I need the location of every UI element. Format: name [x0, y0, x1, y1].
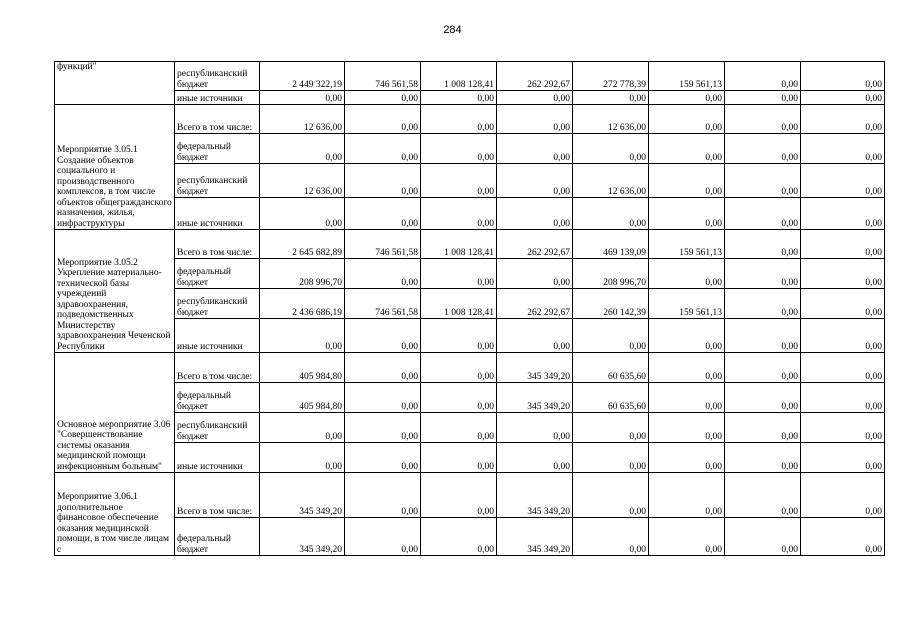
amount-cell: 208 996,70 — [573, 259, 649, 289]
amount-cell: 0,00 — [801, 62, 885, 91]
amount-cell: 405 984,80 — [260, 383, 345, 413]
amount-cell: 0,00 — [725, 413, 801, 443]
amount-cell: 12 636,00 — [573, 105, 649, 134]
funding-source-cell: Всего в том числе: — [175, 105, 260, 134]
activity-name-cell: Мероприятие 3.05.1 Создание объектов социального и производственного комплексов, в том числе объектов общегражданского назначения, жилья, инфраструктуры — [55, 105, 175, 230]
amount-cell: 60 635,60 — [573, 353, 649, 383]
amount-cell: 0,00 — [725, 259, 801, 289]
amount-cell: 0,00 — [801, 230, 885, 259]
amount-cell: 0,00 — [649, 259, 725, 289]
funding-source-cell: федеральный бюджет — [175, 259, 260, 289]
funding-source-cell: федеральный бюджет — [175, 134, 260, 164]
amount-cell: 0,00 — [725, 383, 801, 413]
amount-cell: 0,00 — [573, 134, 649, 164]
amount-cell: 746 561,58 — [345, 289, 421, 319]
amount-cell: 0,00 — [725, 230, 801, 259]
amount-cell: 0,00 — [421, 164, 497, 198]
amount-cell: 345 349,20 — [497, 473, 573, 518]
amount-cell: 0,00 — [345, 91, 421, 105]
amount-cell: 0,00 — [497, 164, 573, 198]
amount-cell: 0,00 — [497, 134, 573, 164]
table-row — [55, 105, 885, 134]
amount-cell: 0,00 — [801, 473, 885, 518]
amount-cell: 260 142,39 — [573, 289, 649, 319]
amount-cell: 0,00 — [649, 383, 725, 413]
table-row — [55, 473, 885, 518]
amount-cell: 0,00 — [573, 413, 649, 443]
amount-cell: 1 008 128,41 — [421, 230, 497, 259]
amount-cell: 0,00 — [725, 134, 801, 164]
amount-cell: 0,00 — [345, 383, 421, 413]
funding-source-cell: республиканский бюджет — [175, 289, 260, 319]
funding-source-cell: федеральный бюджет — [175, 383, 260, 413]
amount-cell: 0,00 — [345, 259, 421, 289]
page-number: 284 — [443, 24, 462, 36]
amount-cell: 0,00 — [345, 473, 421, 518]
amount-cell: 2 645 682,89 — [260, 230, 345, 259]
amount-cell: 0,00 — [345, 319, 421, 353]
funding-source-cell: иные источники — [175, 91, 260, 105]
funding-source-cell: Всего в том числе: — [175, 353, 260, 383]
funding-source-cell: Всего в том числе: — [175, 473, 260, 518]
amount-cell: 0,00 — [573, 91, 649, 105]
table-row — [55, 413, 885, 443]
amount-cell: 0,00 — [725, 443, 801, 473]
amount-cell: 159 561,13 — [649, 289, 725, 319]
table-row — [55, 198, 885, 230]
amount-cell: 0,00 — [260, 91, 345, 105]
amount-cell: 0,00 — [573, 473, 649, 518]
amount-cell: 0,00 — [725, 289, 801, 319]
amount-cell: 0,00 — [421, 105, 497, 134]
budget-table — [54, 61, 885, 556]
amount-cell: 0,00 — [801, 518, 885, 556]
funding-source-cell: республиканский бюджет — [175, 413, 260, 443]
amount-cell: 272 778,39 — [573, 62, 649, 91]
amount-cell: 0,00 — [345, 164, 421, 198]
amount-cell: 0,00 — [421, 259, 497, 289]
amount-cell: 0,00 — [345, 105, 421, 134]
amount-cell: 0,00 — [497, 443, 573, 473]
amount-cell: 0,00 — [345, 134, 421, 164]
amount-cell: 345 349,20 — [497, 353, 573, 383]
funding-source-cell: республиканский бюджет — [175, 62, 260, 91]
table-row — [55, 319, 885, 353]
activity-name-cell: Мероприятие 3.05.2 Укрепление материально-технической базы учреждений здравоохранения, подведомственных Министерству здравоохранения Чеченской Республики — [55, 230, 175, 353]
amount-cell: 0,00 — [725, 198, 801, 230]
amount-cell: 746 561,58 — [345, 230, 421, 259]
amount-cell: 0,00 — [801, 259, 885, 289]
table-row — [55, 353, 885, 383]
amount-cell: 0,00 — [649, 518, 725, 556]
amount-cell: 0,00 — [801, 443, 885, 473]
amount-cell: 0,00 — [725, 353, 801, 383]
amount-cell: 0,00 — [421, 443, 497, 473]
amount-cell: 0,00 — [801, 383, 885, 413]
amount-cell: 0,00 — [345, 518, 421, 556]
funding-source-cell: иные источники — [175, 319, 260, 353]
amount-cell: 0,00 — [497, 319, 573, 353]
amount-cell: 0,00 — [725, 105, 801, 134]
amount-cell: 0,00 — [260, 134, 345, 164]
amount-cell: 0,00 — [725, 91, 801, 105]
amount-cell: 0,00 — [649, 91, 725, 105]
amount-cell: 0,00 — [649, 473, 725, 518]
amount-cell: 0,00 — [725, 62, 801, 91]
amount-cell: 0,00 — [345, 198, 421, 230]
amount-cell: 469 139,09 — [573, 230, 649, 259]
activity-name-cell: Мероприятие 3.06.1 дополнительное финансовое обеспечение оказания медицинской помощи, в том числе лицам с — [55, 473, 175, 556]
amount-cell: 0,00 — [801, 91, 885, 105]
table-row — [55, 62, 885, 91]
amount-cell: 0,00 — [421, 91, 497, 105]
amount-cell: 262 292,67 — [497, 62, 573, 91]
amount-cell: 0,00 — [260, 413, 345, 443]
amount-cell: 0,00 — [801, 164, 885, 198]
amount-cell: 0,00 — [345, 353, 421, 383]
activity-name-cell: Основное мероприятие 3.06 "Совершенствование системы оказания медицинской помощи инфекционным больным" — [55, 353, 175, 473]
amount-cell: 0,00 — [345, 443, 421, 473]
amount-cell: 262 292,67 — [497, 289, 573, 319]
amount-cell: 0,00 — [497, 413, 573, 443]
amount-cell: 0,00 — [725, 518, 801, 556]
amount-cell: 0,00 — [421, 319, 497, 353]
funding-source-cell: иные источники — [175, 198, 260, 230]
amount-cell: 0,00 — [801, 134, 885, 164]
amount-cell: 0,00 — [649, 198, 725, 230]
amount-cell: 208 996,70 — [260, 259, 345, 289]
amount-cell: 405 984,80 — [260, 353, 345, 383]
table-row — [55, 91, 885, 105]
amount-cell: 0,00 — [573, 443, 649, 473]
amount-cell: 0,00 — [260, 319, 345, 353]
amount-cell: 159 561,13 — [649, 230, 725, 259]
table-row — [55, 134, 885, 164]
amount-cell: 0,00 — [649, 105, 725, 134]
amount-cell: 2 449 322,19 — [260, 62, 345, 91]
amount-cell: 60 635,60 — [573, 383, 649, 413]
amount-cell: 0,00 — [801, 198, 885, 230]
table-row — [55, 289, 885, 319]
amount-cell: 12 636,00 — [573, 164, 649, 198]
amount-cell: 0,00 — [649, 134, 725, 164]
amount-cell: 1 008 128,41 — [421, 62, 497, 91]
amount-cell: 0,00 — [497, 105, 573, 134]
amount-cell: 1 008 128,41 — [421, 289, 497, 319]
funding-source-cell: иные источники — [175, 443, 260, 473]
amount-cell: 159 561,13 — [649, 62, 725, 91]
table-row — [55, 230, 885, 259]
funding-source-cell: федеральный бюджет — [175, 518, 260, 556]
amount-cell: 345 349,20 — [260, 473, 345, 518]
amount-cell: 0,00 — [497, 198, 573, 230]
amount-cell: 0,00 — [421, 413, 497, 443]
amount-cell: 0,00 — [725, 473, 801, 518]
amount-cell: 0,00 — [573, 198, 649, 230]
amount-cell: 0,00 — [573, 319, 649, 353]
amount-cell: 0,00 — [649, 353, 725, 383]
amount-cell: 0,00 — [573, 518, 649, 556]
table-row — [55, 443, 885, 473]
table-row — [55, 164, 885, 198]
amount-cell: 0,00 — [421, 198, 497, 230]
table-row — [55, 383, 885, 413]
activity-name-cell: функций" — [55, 62, 175, 105]
funding-source-cell: Всего в том числе: — [175, 230, 260, 259]
amount-cell: 0,00 — [801, 353, 885, 383]
amount-cell: 2 436 686,19 — [260, 289, 345, 319]
amount-cell: 0,00 — [725, 319, 801, 353]
amount-cell: 0,00 — [801, 413, 885, 443]
amount-cell: 345 349,20 — [497, 518, 573, 556]
amount-cell: 0,00 — [345, 413, 421, 443]
amount-cell: 345 349,20 — [260, 518, 345, 556]
amount-cell: 0,00 — [649, 413, 725, 443]
amount-cell: 0,00 — [649, 443, 725, 473]
amount-cell: 0,00 — [421, 353, 497, 383]
amount-cell: 0,00 — [725, 164, 801, 198]
amount-cell: 746 561,58 — [345, 62, 421, 91]
amount-cell: 12 636,00 — [260, 105, 345, 134]
amount-cell: 0,00 — [421, 134, 497, 164]
table-row — [55, 518, 885, 556]
amount-cell: 0,00 — [801, 319, 885, 353]
amount-cell: 0,00 — [801, 105, 885, 134]
amount-cell: 0,00 — [801, 289, 885, 319]
amount-cell: 0,00 — [260, 198, 345, 230]
amount-cell: 0,00 — [421, 473, 497, 518]
amount-cell: 0,00 — [649, 319, 725, 353]
funding-source-cell: республиканский бюджет — [175, 164, 260, 198]
amount-cell: 262 292,67 — [497, 230, 573, 259]
amount-cell: 0,00 — [260, 443, 345, 473]
amount-cell: 0,00 — [649, 164, 725, 198]
amount-cell: 12 636,00 — [260, 164, 345, 198]
amount-cell: 0,00 — [497, 259, 573, 289]
table-row — [55, 259, 885, 289]
amount-cell: 345 349,20 — [497, 383, 573, 413]
table-body — [55, 62, 885, 556]
amount-cell: 0,00 — [497, 91, 573, 105]
amount-cell: 0,00 — [421, 518, 497, 556]
amount-cell: 0,00 — [421, 383, 497, 413]
